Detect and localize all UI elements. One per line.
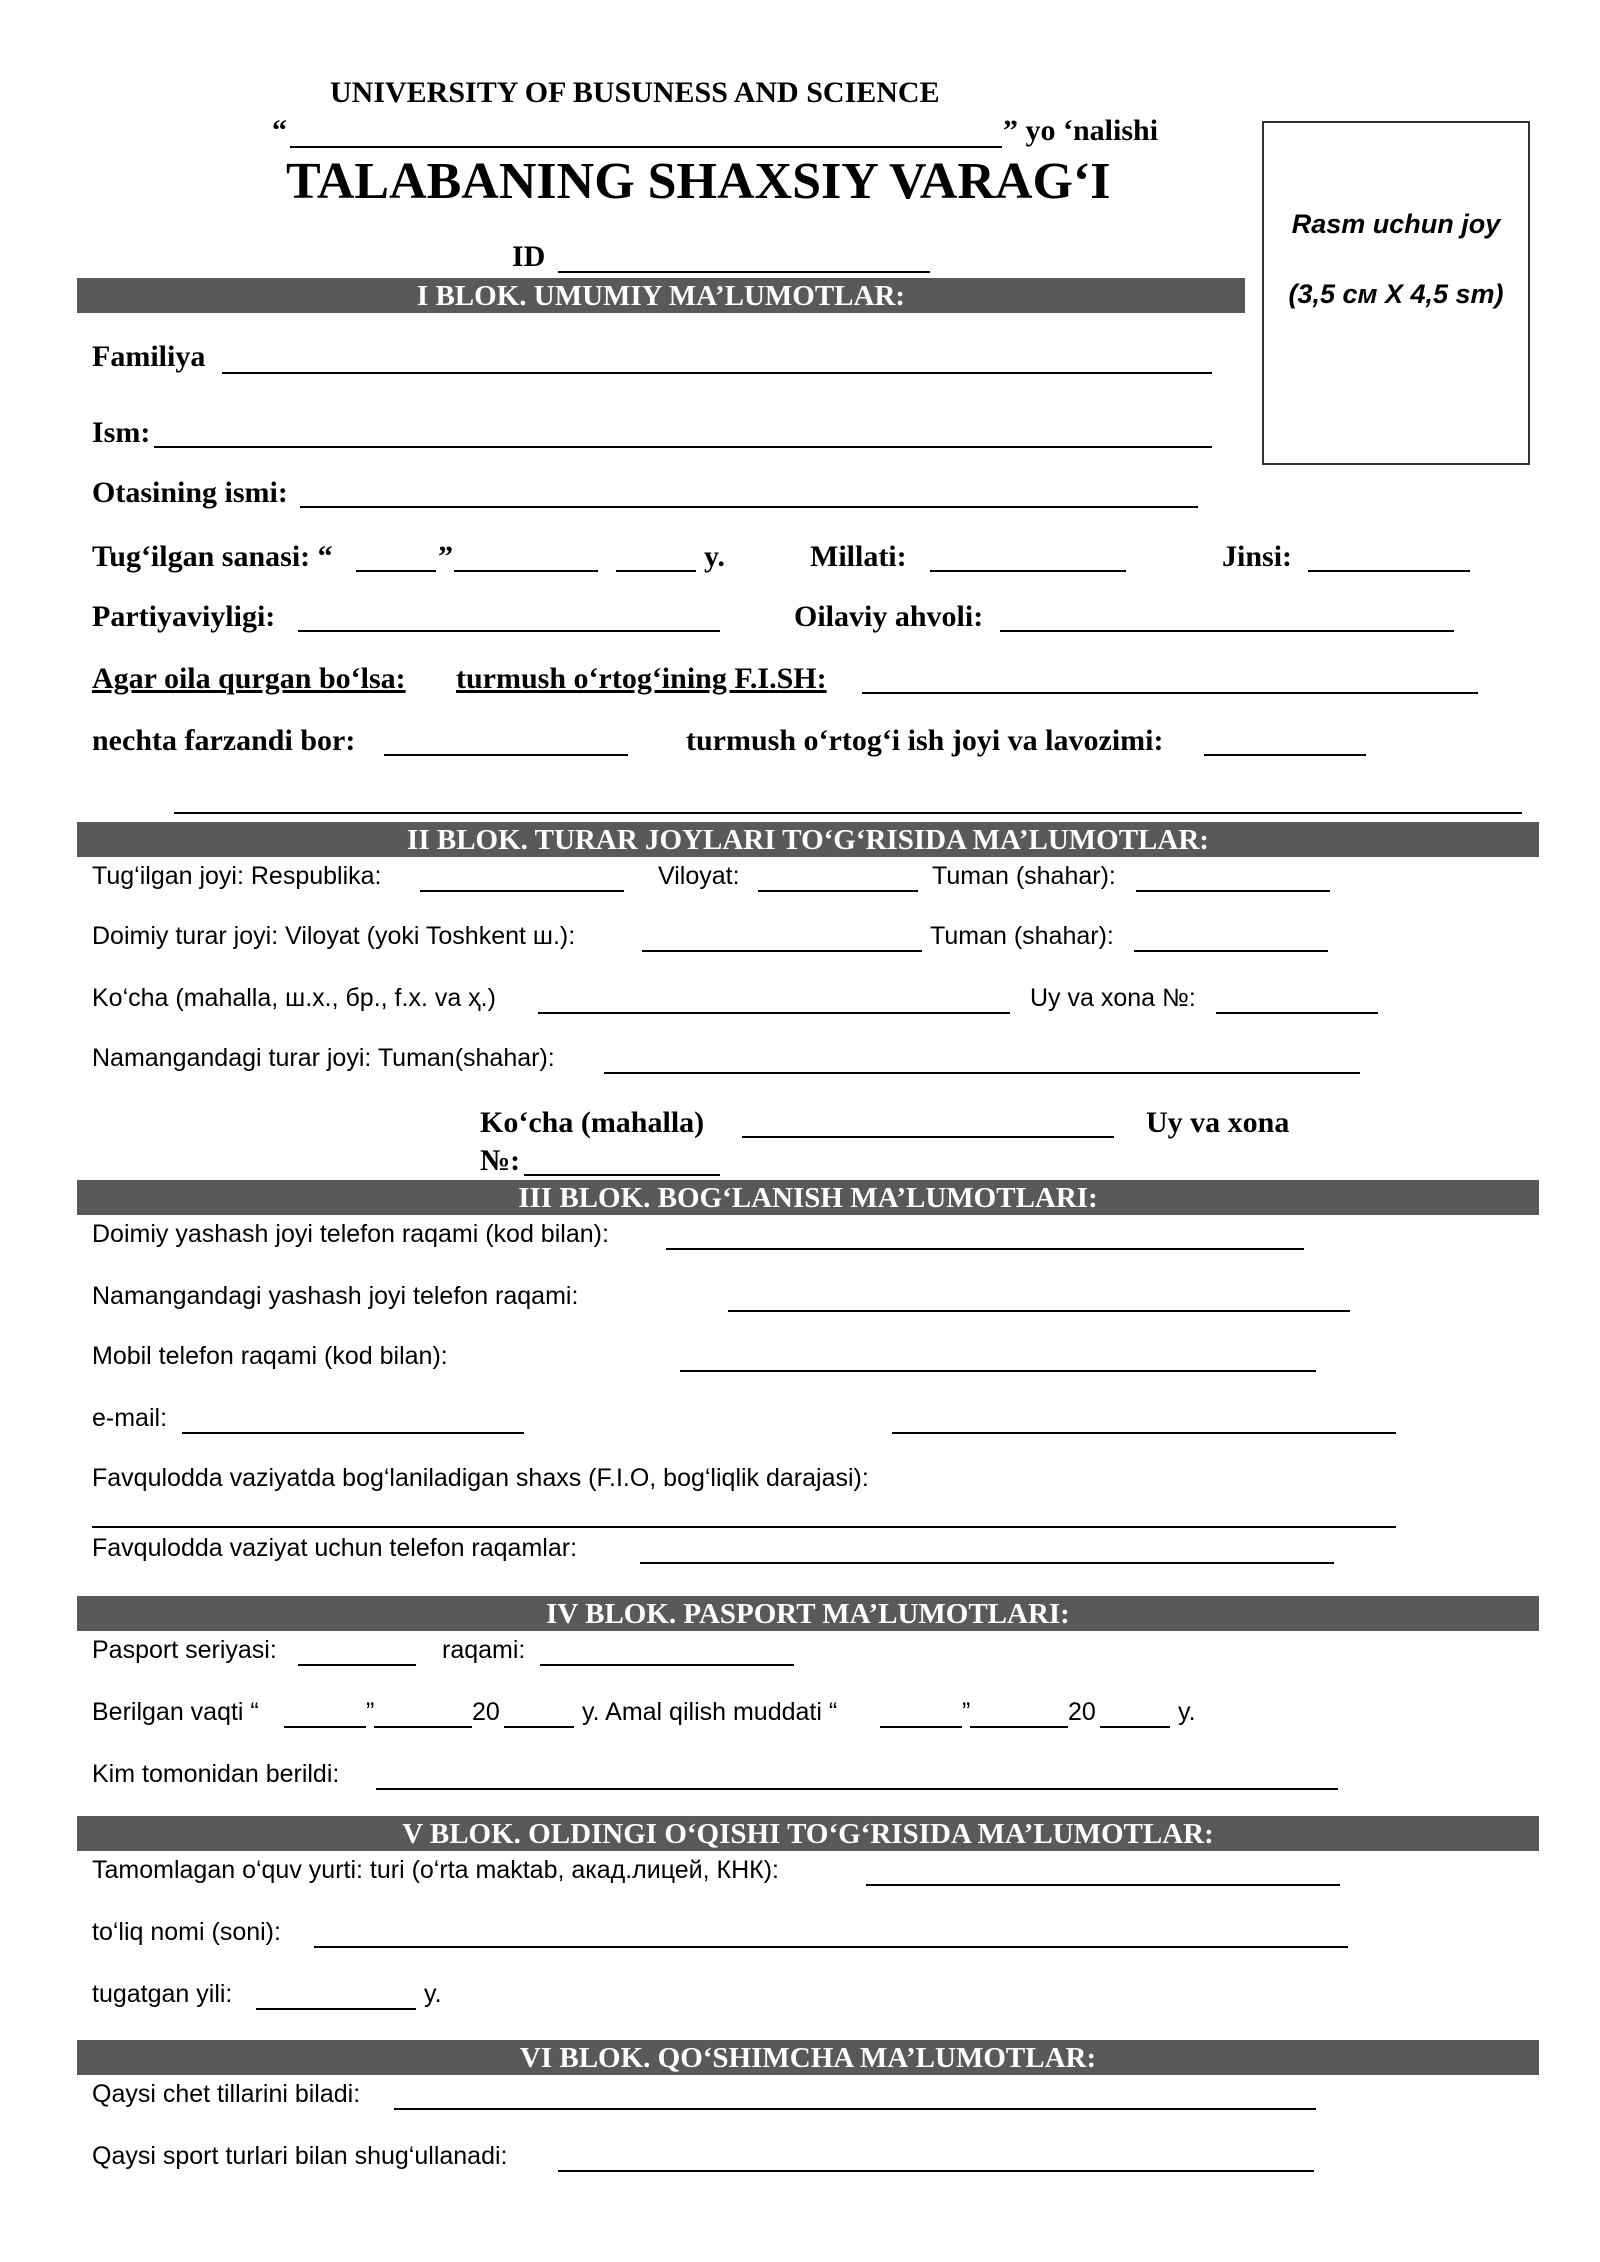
amal-year-prefix: 20 [1068,1698,1096,1726]
partiya-field[interactable] [298,630,720,632]
otasining-field[interactable] [300,506,1198,508]
photo-label: Rasm uchun joy [1291,209,1501,239]
partiya-label: Partiyaviyligi: [92,600,276,633]
birth-year-suffix: y. [704,540,725,573]
amal-day-field[interactable] [880,1726,962,1728]
birth-year-field[interactable] [616,570,696,572]
id-field[interactable] [558,271,930,273]
berilgan-day-field[interactable] [284,1726,366,1728]
namangan-uy-xona-field[interactable] [524,1174,720,1176]
tuman-field[interactable] [1136,890,1330,892]
ism-label: Ism: [92,416,151,449]
id-label: ID [512,240,546,273]
sport-turlari-field[interactable] [558,2170,1314,2172]
email-field[interactable] [182,1432,524,1434]
direction-open-quote: “ [272,114,287,147]
kim-berildi-field[interactable] [376,1788,1338,1790]
amal-year-field[interactable] [1100,1726,1170,1728]
favqulodda-tel-field[interactable] [640,1562,1334,1564]
jinsi-field[interactable] [1308,570,1470,572]
birth-day-field[interactable] [356,570,436,572]
namangan-uy-xona-label: Uy va xona [1146,1106,1290,1139]
tugatgan-yili-field[interactable] [256,2008,416,2010]
pasport-seriyasi-label: Pasport seriyasi: [92,1636,277,1664]
toliq-nomi-field[interactable] [314,1946,1348,1948]
tugatgan-yili-label: tugatgan yili: [92,1980,233,2008]
block1-heading: I BLOK. UMUMIY MA’LUMOTLAR: [77,278,1245,313]
favqulodda-shaxs-field[interactable] [92,1526,1396,1528]
block5-heading: V BLOK. OLDINGI O‘QISHI TO‘G‘RISIDA MA’LUMOTLAR: [77,1816,1539,1851]
block6-heading: VI BLOK. QO‘SHIMCHA MA’LUMOTLAR: [77,2040,1539,2075]
otasining-label: Otasining ismi: [92,476,288,509]
berilgan-label: Berilgan vaqti “ [92,1698,259,1726]
namangan-turar-label: Namangandagi turar joyi: Tuman(shahar): [92,1044,555,1072]
amal-year-suffix: y. [1178,1698,1196,1726]
respublika-field[interactable] [420,890,624,892]
tuman-label: Tuman (shahar): [932,862,1116,890]
direction-field[interactable] [290,146,1002,148]
uy-xona-field[interactable] [1216,1012,1378,1014]
doimiy-tel-field[interactable] [666,1248,1304,1250]
ish-joyi-field[interactable] [1204,754,1366,756]
namangan-tuman-field[interactable] [604,1072,1360,1074]
doimiy-turar-label: Doimiy turar joyi: Viloyat (yoki Toshkent ш.): [92,922,576,950]
doimiy-tuman-label: Tuman (shahar): [930,922,1114,950]
doimiy-viloyat-field[interactable] [642,950,922,952]
tamomlagan-label: Tamomlagan o‘quv yurti: turi (o‘rta maktab, акад.лицей, КНК): [92,1856,779,1884]
turmush-fish-field[interactable] [862,692,1478,694]
email-field-extra[interactable] [892,1432,1396,1434]
millati-label: Millati: [810,540,907,573]
namangan-kocha-label: Ko‘cha (mahalla) [480,1106,705,1139]
pasport-seriyasi-field[interactable] [298,1664,416,1666]
nechta-farzand-field[interactable] [384,754,628,756]
doimiy-tuman-field[interactable] [1134,950,1328,952]
amal-close-quote: ” [962,1698,971,1726]
millati-field[interactable] [930,570,1126,572]
kocha-field[interactable] [538,1012,1010,1014]
turmush-fish-label: turmush o‘rtog‘ining F.I.SH: [456,662,827,695]
chet-tillari-label: Qaysi chet tillarini biladi: [92,2080,361,2108]
photo-placeholder [1262,121,1530,465]
uy-xona-label: Uy va xona №: [1030,984,1196,1012]
tugilgan-joyi-label: Tug‘ilgan joyi: Respublika: [92,862,382,890]
page-title: TALABANING SHAXSIY VARAG‘I [286,153,1111,210]
kocha-label: Ko‘cha (mahalla, ш.х., бр., f.x. va ҳ.) [92,984,496,1012]
namangan-tel-label: Namangandagi yashash joyi telefon raqami: [92,1282,579,1310]
favqulodda-tel-label: Favqulodda vaziyat uchun telefon raqamlar: [92,1534,578,1562]
chet-tillari-field[interactable] [394,2108,1316,2110]
namangan-kocha-field[interactable] [742,1136,1114,1138]
ish-joyi-label: turmush o‘rtog‘i ish joyi va lavozimi: [686,724,1164,757]
agar-oila-label: Agar oila qurgan bo‘lsa: [92,662,406,695]
block3-heading: III BLOK. BOG‘LANISH MA’LUMOTLARI: [77,1180,1539,1215]
ish-joyi-field-continued[interactable] [174,812,1522,814]
birth-month-field[interactable] [454,570,598,572]
mobil-label: Mobil telefon raqami (kod bilan): [92,1342,448,1370]
birth-day-close-quote: ” [438,540,453,573]
jinsi-label: Jinsi: [1222,540,1293,573]
direction-suffix: ” yo ‘nalishi [1003,114,1159,147]
tugatgan-year-suffix: y. [424,1980,442,2008]
kim-berildi-label: Kim tomonidan berildi: [92,1760,340,1788]
block2-heading: II BLOK. TURAR JOYLARI TO‘G‘RISIDA MA’LUMOTLAR: [77,822,1539,857]
berilgan-year-prefix: 20 [472,1698,500,1726]
berilgan-month-field[interactable] [374,1726,472,1728]
oilaviy-field[interactable] [1000,630,1454,632]
viloyat-label: Viloyat: [658,862,740,890]
tugilgan-sanasi-label: Tug‘ilgan sanasi: “ [92,540,333,573]
oilaviy-label: Oilaviy ahvoli: [794,600,984,633]
familiya-label: Familiya [92,340,206,373]
pasport-raqami-label: raqami: [442,1636,526,1664]
toliq-nomi-label: to‘liq nomi (soni): [92,1918,281,1946]
namangan-uy-no-label: №: [480,1144,521,1177]
namangan-tel-field[interactable] [728,1310,1350,1312]
mobil-field[interactable] [680,1370,1316,1372]
tamomlagan-field[interactable] [866,1884,1340,1886]
amal-qilish-label: y. Amal qilish muddati “ [582,1698,838,1726]
favqulodda-shaxs-label: Favqulodda vaziyatda bog‘laniladigan shaxs (F.I.O, bog‘liqlik darajasi): [92,1464,869,1492]
nechta-farzand-label: nechta farzandi bor: [92,724,356,757]
university-name: UNIVERSITY OF BUSUNESS AND SCIENCE [330,76,940,109]
pasport-raqami-field[interactable] [540,1664,794,1666]
amal-month-field[interactable] [970,1726,1068,1728]
block4-heading: IV BLOK. PASPORT MA’LUMOTLARI: [77,1596,1539,1631]
sport-turlari-label: Qaysi sport turlari bilan shug‘ullanadi: [92,2142,508,2170]
photo-size-label: (3,5 см X 4,5 sm) [1288,279,1504,309]
berilgan-close-quote: ” [366,1698,375,1726]
viloyat-field[interactable] [758,890,918,892]
ism-field[interactable] [154,446,1212,448]
familiya-field[interactable] [222,372,1212,374]
email-label: e-mail: [92,1404,168,1432]
doimiy-tel-label: Doimiy yashash joyi telefon raqami (kod bilan): [92,1220,609,1248]
berilgan-year-field[interactable] [504,1726,574,1728]
